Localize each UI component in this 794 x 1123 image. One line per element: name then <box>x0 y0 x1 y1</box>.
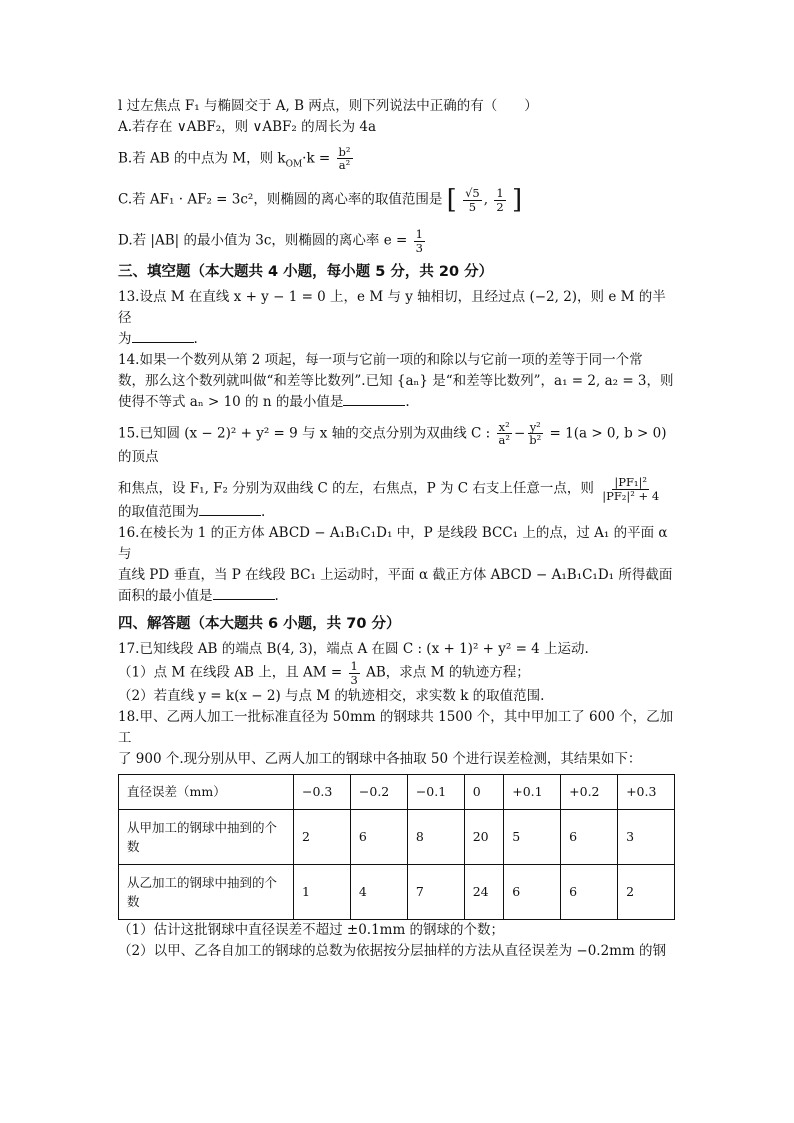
table-cell: 2 <box>618 865 675 920</box>
q15-line-1-suffix: = 1(a > 0, b > 0) 的顶点 <box>118 425 667 465</box>
q15-y-num: y² <box>529 419 541 434</box>
q12-c-f2-den: 2 <box>496 199 504 214</box>
q13-answer-blank <box>132 330 194 343</box>
q12-stem: l 过左焦点 F₁ 与椭圆交于 A, B 两点，则下列说法中正确的有（ ） <box>118 98 538 114</box>
table-cell: 7 <box>407 865 464 920</box>
table-cell: 2 <box>294 810 351 865</box>
q17-part-2: （2）若直线 y = k(x − 2) 与点 M 的轨迹相交，求实数 k 的取值范围. <box>118 688 545 705</box>
q17-p1-prefix: （1）点 M 在线段 AB 上，且 AM = <box>118 664 343 681</box>
section-4-title: 四、解答题（本大题共 6 小题，共 70 分） <box>118 615 401 632</box>
q14-line-3-text: 使得不等式 aₙ > 10 的 n 的最小值是 <box>118 393 344 410</box>
q12-c-f1-den: 5 <box>468 199 477 214</box>
q15-line-3: 的取值范围为 . <box>118 504 266 521</box>
q13-line-2-text: 为 <box>118 331 132 348</box>
q18-part-2: （2）以甲、乙各自加工的钢球的总数为依据按分层抽样的方法从直径误差为 −0.2mm 的钢 <box>118 943 667 960</box>
q15-ratio-num: |PF₁|² <box>614 474 648 489</box>
table-header-cell: 0 <box>464 775 504 810</box>
q12-c-fraction-2 <box>494 187 505 213</box>
q17-num: 1 <box>350 659 358 674</box>
q16-line-2: 直线 PD 垂直，当 P 在线段 BC₁ 上运动时，平面 α 截正方体 ABCD − A₁B₁C₁D₁ 所得截面 <box>118 566 673 583</box>
q17-p1-suffix: AB，求点 M 的轨迹方程； <box>366 664 530 681</box>
table-cell: 4 <box>350 865 407 920</box>
q15-ratio-fraction <box>600 476 661 502</box>
q17-part-1 <box>118 660 678 686</box>
exam-page <box>118 96 678 962</box>
q16-answer-blank <box>213 587 275 600</box>
table-cell: 6 <box>504 865 561 920</box>
q14-line-2: 数，那么这个数列就叫做“和差等比数列”.已知 {aₙ} 是“和差等比数列”，a₁ = 2, a₂ = 3，则 <box>118 372 674 389</box>
q15-line-1-prefix: 15.已知圆 (x − 2)² + y² = 9 与 x 轴的交点分别为双曲线 C : <box>118 425 491 442</box>
q12-option-b-prefix: B.若 AB 的中点为 M，则 k <box>118 150 286 167</box>
q15-line-2-prefix: 和焦点，设 F₁, F₂ 分别为双曲线 C 的左，右焦点，P 为 C 右支上任意一点，则 <box>118 480 594 497</box>
q12-option-a: A.若存在 ∨ABF₂，则 ∨ABF₂ 的周长为 4a <box>118 118 377 135</box>
q15-line-1: 15.已知圆 (x − 2)² + y² = 9 与 x 轴的交点分别为双曲线 C : $\frac{\text{x²}}{\text{a²}}$ − $\frac{\text{y²}}{\text{b²}}$ = 1(a > 0, b > 0) 的顶点 <box>118 419 667 465</box>
table-cell: 1 <box>294 865 351 920</box>
q15-line-3-text: 的取值范围为 <box>118 504 199 521</box>
table-header-cell: −0.1 <box>407 775 464 810</box>
q15-line-2 <box>118 476 678 502</box>
q13-line-1: 13.设点 M 在直线 x + y − 1 = 0 上，e M 与 y 轴相切，且经过点 (−2, 2)，则 e M 的半径 <box>118 289 666 327</box>
q15-y-fraction <box>527 421 543 447</box>
q12-d-fraction <box>414 228 425 254</box>
q12-c-fraction-1 <box>463 187 482 213</box>
table-header-cell: 直径误差（mm） <box>119 775 294 810</box>
table-row <box>119 810 675 865</box>
q12-c-f2-num: 1 <box>496 186 504 201</box>
q17-line-1: 17.已知线段 AB 的端点 B(4, 3)，端点 A 在圆 C : (x + 1)² + y² = 4 上运动. <box>118 641 589 658</box>
q15-x-fraction <box>496 421 511 447</box>
table-header-cell: +0.3 <box>618 775 675 810</box>
q15-x-num: x² <box>498 419 510 434</box>
q12-option-b <box>118 146 678 172</box>
q17-fraction <box>349 660 360 686</box>
table-cell: 6 <box>561 810 618 865</box>
q12-b-denominator: a² <box>338 158 351 173</box>
q14-line-3: 使得不等式 aₙ > 10 的 n 的最小值是 . <box>118 393 410 410</box>
section-3-title: 三、填空题（本大题共 4 小题，每小题 5 分，共 20 分） <box>118 263 494 280</box>
table-header-cell: +0.2 <box>561 775 618 810</box>
table-header-cell: −0.2 <box>350 775 407 810</box>
q12-option-b-fraction <box>337 146 353 172</box>
q16-line-3-text: 面积的最小值是 <box>118 587 213 604</box>
error-table <box>118 774 675 920</box>
table-row <box>119 865 675 920</box>
q14-answer-blank <box>343 393 405 406</box>
table-cell: 5 <box>504 810 561 865</box>
q12-option-d <box>118 228 678 254</box>
q12-d-den: 3 <box>415 241 423 256</box>
q16-line-3: 面积的最小值是 . <box>118 587 279 604</box>
left-bracket: [ <box>446 185 457 216</box>
table-cell: 从甲加工的钢球中抽到的个数 <box>119 810 294 865</box>
table-cell: 6 <box>350 810 407 865</box>
table-header-row <box>119 775 675 810</box>
q18-line-2: 了 900 个.现分别从甲、乙两人加工的钢球中各抽取 50 个进行误差检测，其结果如下： <box>118 751 642 768</box>
q12-option-c: C.若 AF₁ · AF₂ = 3c²，则椭圆的离心率的取值范围是 [ $\frac{√5}{5}$ , $\frac{1}{2}$ ] <box>118 185 523 216</box>
table-cell: 20 <box>464 810 504 865</box>
table-cell: 3 <box>618 810 675 865</box>
q12-b-numerator: b² <box>338 144 351 159</box>
q15-x-den: a² <box>498 433 510 448</box>
q12-c-f1-num: √5 <box>465 186 480 201</box>
q16-line-1: 16.在棱长为 1 的正方体 ABCD − A₁B₁C₁D₁ 中，P 是线段 BCC₁ 上的点，过 A₁ 的平面 α 与 <box>118 525 668 563</box>
q15-y-den: b² <box>529 433 542 448</box>
right-bracket: ] <box>511 185 523 216</box>
table-cell: 24 <box>464 865 504 920</box>
q12-option-b-mid: ·k = <box>302 150 331 167</box>
q18-line-1: 18.甲、乙两人加工一批标准直径为 50mm 的钢球共 1500 个，其中甲加工了 600 个，乙加工 <box>118 709 674 747</box>
q14-line-1: 14.如果一个数列从第 2 项起，每一项与它前一项的和除以与它前一项的差等于同一个常 <box>118 351 643 368</box>
table-header-cell: −0.3 <box>294 775 351 810</box>
table-cell: 6 <box>561 865 618 920</box>
table-header-cell: +0.1 <box>504 775 561 810</box>
q12-option-d-prefix: D.若 |AB| 的最小值为 3c，则椭圆的离心率 e = <box>118 233 408 250</box>
q12-option-c-prefix: C.若 AF₁ · AF₂ = 3c²，则椭圆的离心率的取值范围是 <box>118 191 443 208</box>
q12-d-num: 1 <box>415 227 423 242</box>
table-cell: 8 <box>407 810 464 865</box>
q17-den: 3 <box>350 672 358 687</box>
q13-line-2: 为 . <box>118 331 198 348</box>
q18-part-1: （1）估计这批钢球中直径误差不超过 ±0.1mm 的钢球的个数； <box>118 922 505 939</box>
q12-option-b-sub: OM <box>285 159 303 170</box>
q15-answer-blank <box>199 503 261 516</box>
table-cell: 从乙加工的钢球中抽到的个数 <box>119 865 294 920</box>
q15-ratio-den: |PF₂|² + 4 <box>602 488 660 503</box>
